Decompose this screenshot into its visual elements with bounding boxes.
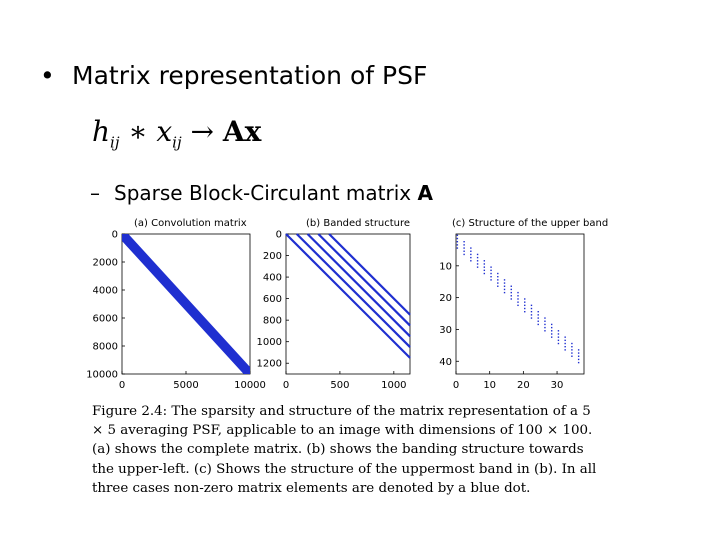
- panel-b-ytick-label: 1000: [256, 337, 282, 349]
- formula-x-sub: ij: [172, 133, 182, 152]
- panel-c-ytick-label: 10: [439, 261, 452, 273]
- panel-a-band: [122, 234, 250, 374]
- panel-c-dot: [463, 244, 464, 245]
- panel-c-dot: [517, 301, 518, 302]
- panel-c-dot: [551, 327, 552, 328]
- panel-c-xtick-label: 20: [517, 380, 530, 390]
- panel-c-dot: [524, 305, 525, 306]
- panel-c-dot: [457, 247, 458, 248]
- formula-result: Ax: [222, 115, 262, 148]
- panel-c-xtick-label: 10: [483, 380, 497, 390]
- panel-c-dot: [470, 254, 471, 255]
- panel-c-dot: [551, 333, 552, 334]
- panel-c-dot: [578, 359, 579, 360]
- panel-c-dot: [463, 251, 464, 252]
- panel-c-dot: [463, 241, 464, 242]
- panel-b-xtick-label: 1000: [381, 380, 407, 390]
- panel-c-xtick-label: 0: [452, 380, 460, 390]
- panel-c-dot: [517, 292, 518, 293]
- panel-b-diagonal-band: [297, 234, 410, 347]
- panel-c-dot: [544, 321, 545, 322]
- panel-c-dot: [484, 260, 485, 261]
- panel-c-xtick-label: 30: [550, 380, 564, 390]
- panel-a-ytick-label: 10000: [86, 369, 118, 381]
- panel-c-dot: [497, 273, 498, 274]
- panel-b-diagonal-band: [308, 234, 410, 336]
- panel-c-dot: [558, 336, 559, 337]
- panel-c-dot: [517, 295, 518, 296]
- psf-formula: [92, 112, 261, 163]
- panel-c-dot: [551, 324, 552, 325]
- bullet-text: Matrix representation of PSF: [72, 61, 428, 90]
- panel-c-dot: [511, 292, 512, 293]
- panel-c-dot: [544, 327, 545, 328]
- panel-b-ytick-label: 0: [275, 229, 282, 241]
- panel-c-dot: [578, 352, 579, 353]
- panel-c-dot: [558, 343, 559, 344]
- panel-c-dot: [497, 286, 498, 287]
- panel-c-dot: [578, 356, 579, 357]
- panel-c-dot: [538, 311, 539, 312]
- panel-c-dot: [477, 260, 478, 261]
- sub-bullet: [90, 178, 433, 208]
- panel-c-dot: [571, 349, 572, 350]
- panel-a-ytick-label: 0: [111, 229, 118, 241]
- panel-c-dot: [477, 257, 478, 258]
- panel-c-dot: [497, 282, 498, 283]
- panel-a-ytick-label: 8000: [92, 341, 118, 353]
- panel-c-dot: [564, 349, 565, 350]
- panel-c-dot: [457, 235, 458, 236]
- panel-c-dot: [524, 298, 525, 299]
- panel-c-dot: [504, 289, 505, 290]
- panel-c-dot: [463, 254, 464, 255]
- panel-c-dot: [544, 324, 545, 325]
- panel-c-dot: [490, 279, 491, 280]
- panel-c-dot: [531, 317, 532, 318]
- panel-c-ytick-label: 40: [439, 356, 452, 368]
- panel-a-xtick-label: 10000: [234, 380, 266, 390]
- panel-c-dot: [551, 330, 552, 331]
- panel-c-dot: [558, 330, 559, 331]
- panel-c-dot: [558, 333, 559, 334]
- panel-c-dot: [470, 251, 471, 252]
- panel-c-dot: [564, 336, 565, 337]
- panel-c-title: (c) Structure of the upper band: [452, 218, 609, 229]
- panel-b-ytick-label: 1200: [256, 358, 282, 370]
- panel-a-xtick-label: 5000: [173, 380, 199, 390]
- panel-c-dot: [531, 305, 532, 306]
- panel-c-dot: [490, 276, 491, 277]
- panel-c-dot: [531, 314, 532, 315]
- panel-b-ytick-label: 200: [262, 251, 282, 263]
- panel-b-xtick-label: 500: [330, 380, 350, 390]
- panel-c-dot: [457, 238, 458, 239]
- panel-c-dot: [538, 317, 539, 318]
- panel-b-title: (b) Banded structure: [306, 218, 411, 229]
- panel-c-dot: [511, 295, 512, 296]
- panel-c-axes-frame: [456, 234, 584, 374]
- figure-plots: [80, 210, 600, 390]
- panel-c-dot: [564, 340, 565, 341]
- panel-b-diagonal-band: [329, 234, 410, 315]
- panel-c-dot: [504, 292, 505, 293]
- figure-caption: Figure 2.4: The sparsity and structure of the matrix representation of a 5 × 5 averaging PSF, applicable to an image with dimensions of 100 × 100. (a) shows the complete matrix. (b) shows the banding structure towards the upper-left. (c) Shows the structure of the uppermost band in (b). In all three cases non-zero matrix elements are denoted by a blue dot.: [92, 404, 597, 496]
- panel-c-dot: [497, 276, 498, 277]
- panel-c-dot: [490, 273, 491, 274]
- panel-c-dot: [578, 349, 579, 350]
- panel-a-ytick-label: 4000: [92, 285, 118, 297]
- panel-c-dot: [477, 254, 478, 255]
- panel-c-dot: [571, 356, 572, 357]
- panel-c-dot: [544, 330, 545, 331]
- panel-c-dot: [470, 257, 471, 258]
- panel-c-dot: [504, 286, 505, 287]
- panel-c-dot: [490, 270, 491, 271]
- panel-c-dot: [571, 352, 572, 353]
- panel-a-ytick-label: 6000: [92, 313, 118, 325]
- panel-c-ytick-label: 20: [439, 293, 452, 305]
- panel-a-ytick-label: 2000: [92, 257, 118, 269]
- sub-bullet-text: Sparse Block-Circulant matrix: [114, 181, 418, 205]
- panel-c-dot: [524, 301, 525, 302]
- panel-c-dot: [511, 289, 512, 290]
- panel-c-dot: [551, 336, 552, 337]
- panel-c-dot: [457, 244, 458, 245]
- panel-b-axes-frame: [286, 234, 410, 374]
- panel-c-dot: [504, 282, 505, 283]
- bullet-symbol: •: [40, 61, 55, 90]
- panel-c-dot: [457, 241, 458, 242]
- panel-c-dot: [470, 247, 471, 248]
- bullet-point: [40, 58, 427, 94]
- formula-arrow: →: [190, 115, 214, 148]
- formula-op: ∗: [128, 115, 148, 148]
- panel-c-dot: [484, 263, 485, 264]
- panel-c-dot: [538, 324, 539, 325]
- panel-c-dot: [517, 298, 518, 299]
- panel-c-dot: [470, 260, 471, 261]
- panel-c-dot: [544, 317, 545, 318]
- panel-c-dot: [564, 346, 565, 347]
- panel-c-dot: [571, 346, 572, 347]
- panel-c-dot: [497, 279, 498, 280]
- panel-a-title: (a) Convolution matrix: [134, 218, 247, 229]
- panel-c-dot: [531, 308, 532, 309]
- panel-b-ytick-label: 800: [262, 315, 282, 327]
- panel-c-dot: [524, 308, 525, 309]
- panel-c-dot: [564, 343, 565, 344]
- panel-c-dot: [571, 343, 572, 344]
- panel-a-xtick-label: 0: [118, 380, 126, 390]
- panel-c-dot: [578, 362, 579, 363]
- panel-c-dot: [484, 273, 485, 274]
- sub-bullet-dash: –: [90, 181, 100, 205]
- panel-b-ytick-label: 600: [262, 294, 282, 306]
- panel-c-dot: [477, 266, 478, 267]
- panel-c-dot: [490, 266, 491, 267]
- panel-c-dot: [538, 321, 539, 322]
- panel-c-dot: [517, 305, 518, 306]
- panel-c-ytick-label: 30: [439, 324, 452, 336]
- panel-b-xtick-label: 0: [282, 380, 290, 390]
- panel-c-dot: [511, 286, 512, 287]
- panel-c-dot: [524, 311, 525, 312]
- panel-c-dot: [504, 279, 505, 280]
- panel-c-dot: [477, 263, 478, 264]
- panel-c-dot: [484, 270, 485, 271]
- formula-x: x: [156, 115, 173, 148]
- formula-h-sub: ij: [110, 133, 120, 152]
- panel-c-dot: [558, 340, 559, 341]
- panel-c-dot: [538, 314, 539, 315]
- sub-bullet-bold: A: [417, 181, 433, 205]
- figure-panels: [80, 210, 609, 390]
- panel-b-ytick-label: 400: [262, 272, 282, 284]
- formula-h: h: [92, 115, 111, 148]
- panel-c-dot: [484, 266, 485, 267]
- panel-c-dot: [463, 247, 464, 248]
- panel-c-dot: [531, 311, 532, 312]
- panel-c-dot: [511, 298, 512, 299]
